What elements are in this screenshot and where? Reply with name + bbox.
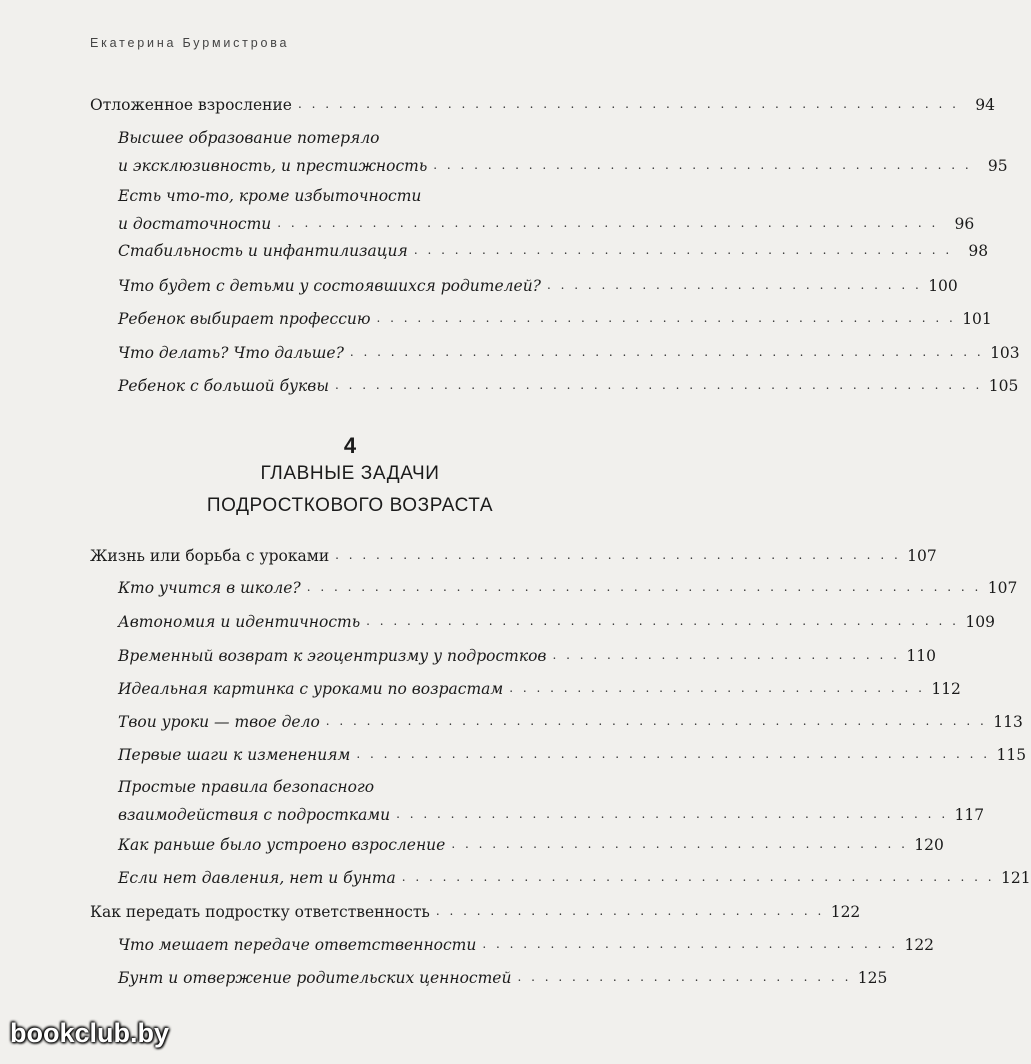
- toc-entry-title: Отложенное взросление: [90, 96, 292, 114]
- toc-page-number: 117: [954, 806, 985, 824]
- leader-dots: . . . . . . . . . . . . . . . . . . . . . . . . . . . . . . .: [482, 937, 899, 951]
- toc-page-number: 94: [975, 96, 995, 114]
- toc-entry-title: Что делать? Что дальше?: [118, 344, 344, 362]
- toc-entry-title: Ребенок выбирает профессию: [118, 310, 371, 328]
- toc-entry-title: Стабильность и инфантилизация: [118, 242, 408, 260]
- leader-dots: . . . . . . . . . . . . . . . . . . . . . . . . . . . . . . . . . . . . . . . . . . . . . . . . . .: [306, 580, 982, 594]
- toc-page-number: 101: [962, 310, 992, 328]
- toc-entry-title: Что мешает передаче ответственности: [118, 936, 477, 954]
- toc-page-number: 125: [857, 969, 888, 987]
- toc-page-number: 107: [987, 579, 1018, 597]
- toc-entry-title-line2: и эксклюзивность, и престижность: [118, 157, 428, 175]
- toc-entry-title: Как передать подростку ответственность: [90, 903, 430, 921]
- toc-entry-sub[interactable]: [118, 746, 1027, 764]
- toc-page-number: 121: [1001, 869, 1031, 887]
- toc-entry-main[interactable]: [90, 547, 937, 565]
- toc-entry-title: Что будет с детьми у состоявшихся родителей?: [118, 277, 541, 295]
- toc-page-number: 98: [968, 242, 989, 260]
- toc-page-number: 105: [988, 377, 1019, 395]
- leader-dots: . . . . . . . . . . . . . . . . . . . . . . . . . . . . . . .: [509, 681, 925, 695]
- toc-entry-sub[interactable]: [118, 836, 944, 854]
- toc-entry-sub[interactable]: [118, 187, 975, 233]
- toc-page-number: 100: [928, 277, 958, 295]
- leader-dots: . . . . . . . . . . . . . . . . . . . . . . . . . . . . . . . . . . . . . . . . .: [396, 807, 949, 821]
- toc-entry-sub[interactable]: [118, 242, 989, 260]
- toc-entry-sub[interactable]: [118, 344, 1020, 362]
- toc-entry-title: Как раньше было устроено взросление: [118, 836, 446, 854]
- toc-entry-sub[interactable]: [118, 713, 1023, 731]
- leader-dots: . . . . . . . . . . . . . . . . . . . . . . . . . . . . . . . . . . . . . . . . . . . . . . . . .: [325, 714, 987, 728]
- leader-dots: . . . . . . . . . . . . . . . . . . . . . . . . . . . .: [546, 278, 922, 292]
- toc-entry-title: Временный возврат к эгоцентризму у подростков: [118, 647, 547, 665]
- toc-entry-title: Автономия и идентичность: [118, 613, 361, 631]
- chapter-title-line2: ПОДРОСТКОВОГО ВОЗРАСТА: [206, 495, 494, 516]
- leader-dots: . . . . . . . . . . . . . . . . . . . . . . . . . . . . .: [435, 904, 825, 918]
- toc-page-number: 95: [987, 157, 1008, 175]
- toc-entry-title-line1: Простые правила безопасного: [118, 778, 375, 796]
- toc-entry-sub[interactable]: [118, 377, 1019, 395]
- toc-entry-title: Твои уроки — твое дело: [118, 713, 320, 731]
- toc-entry-title-line1: Высшее образование потеряло: [118, 129, 380, 147]
- toc-page-number: 122: [830, 903, 861, 921]
- toc-entry-title: Жизнь или борьба с уроками: [90, 547, 330, 565]
- leader-dots: . . . . . . . . . . . . . . . . . . . . . . . . . . . . . . . . . . . . . . . . . . . .: [401, 870, 995, 884]
- leader-dots: . . . . . . . . . . . . . . . . . . . . . . . . .: [517, 970, 852, 984]
- leader-dots: . . . . . . . . . . . . . . . . . . . . . . . . . . . . . . . . . . . . . . . . . . . . . . . .: [334, 378, 983, 392]
- toc-entry-sub[interactable]: [118, 129, 1008, 175]
- running-head-author: Екатерина Бурмистрова: [90, 36, 290, 50]
- chapter-title-line1: ГЛАВНЫЕ ЗАДАЧИ: [260, 463, 440, 484]
- toc-page-number: 107: [907, 547, 937, 565]
- toc-page-number: 112: [931, 680, 961, 698]
- leader-dots: . . . . . . . . . . . . . . . . . . . . . . . . . . . . . . . . . . . . . . . . . . . . . . .: [356, 747, 991, 761]
- toc-entry-sub[interactable]: [118, 936, 935, 954]
- leader-dots: . . . . . . . . . . . . . . . . . . . . . . . . . . . . . . . . . . . . . . . . . . . .: [366, 614, 959, 628]
- toc-entry-sub[interactable]: [118, 613, 995, 631]
- toc-entry-title: Кто учится в школе?: [118, 579, 301, 597]
- toc-entry-title-line2: и достаточности: [118, 215, 272, 233]
- toc-entry-main[interactable]: [90, 903, 861, 921]
- toc-page-number: 122: [904, 936, 935, 954]
- leader-dots: . . . . . . . . . . . . . . . . . . . . . . . . . . . . . . . . . . . . . . . .: [433, 158, 972, 172]
- toc-entry-title: Бунт и отвержение родительских ценностей: [118, 969, 512, 987]
- toc-page-number: 120: [914, 836, 944, 854]
- toc-entry-sub[interactable]: [118, 579, 1018, 597]
- leader-dots: . . . . . . . . . . . . . . . . . . . . . . . . . .: [552, 648, 900, 662]
- toc-entry-title-line1: Есть что-то, кроме избыточности: [118, 187, 422, 205]
- leader-dots: . . . . . . . . . . . . . . . . . . . . . . . . . . . . . . . . . . . . . . . . . . .: [376, 311, 956, 325]
- toc-entry-title-line2: взаимодействия с подростками: [118, 806, 391, 824]
- watermark-logo: bookclub.by: [10, 1018, 170, 1048]
- toc-entry-title: Ребенок с большой буквы: [118, 377, 329, 395]
- leader-dots: . . . . . . . . . . . . . . . . . . . . . . . . . . . . . . . . . . . . . . . . . . . . . . . . .: [297, 97, 959, 111]
- toc-page-number: 113: [993, 713, 1023, 731]
- toc-entry-title: Идеальная картинка с уроками по возрастам: [118, 680, 504, 698]
- toc-entry-title: Первые шаги к изменениям: [118, 746, 351, 764]
- toc-entry-sub[interactable]: [118, 310, 992, 328]
- toc-page-number: 96: [954, 215, 975, 233]
- leader-dots: . . . . . . . . . . . . . . . . . . . . . . . . . . . . . . . . . . . . . . . . . .: [335, 548, 901, 562]
- leader-dots: . . . . . . . . . . . . . . . . . . . . . . . . . . . . . . . . . . . . . . . . . . . . . . .: [349, 345, 984, 359]
- toc-entry-title: Если нет давления, нет и бунта: [118, 869, 396, 887]
- toc-page-number: 110: [906, 647, 936, 665]
- toc-entry-sub[interactable]: [118, 680, 961, 698]
- toc-page-number: 103: [990, 344, 1020, 362]
- toc-page-number: 115: [996, 746, 1027, 764]
- chapter-number: 4: [343, 433, 357, 458]
- toc-entry-main[interactable]: [90, 96, 995, 114]
- toc-entry-sub[interactable]: [118, 277, 958, 295]
- leader-dots: . . . . . . . . . . . . . . . . . . . . . . . . . . . . . . . . . . . . . . . . . . . . . . . . .: [277, 216, 939, 230]
- toc-entry-sub[interactable]: [118, 778, 985, 824]
- leader-dots: . . . . . . . . . . . . . . . . . . . . . . . . . . . . . . . . . .: [451, 837, 908, 851]
- toc-entry-sub[interactable]: [118, 969, 888, 987]
- toc-page-number: 109: [965, 613, 995, 631]
- toc-entry-sub[interactable]: [118, 869, 1031, 887]
- toc-entry-sub[interactable]: [118, 647, 936, 665]
- leader-dots: . . . . . . . . . . . . . . . . . . . . . . . . . . . . . . . . . . . . . . . .: [413, 243, 953, 257]
